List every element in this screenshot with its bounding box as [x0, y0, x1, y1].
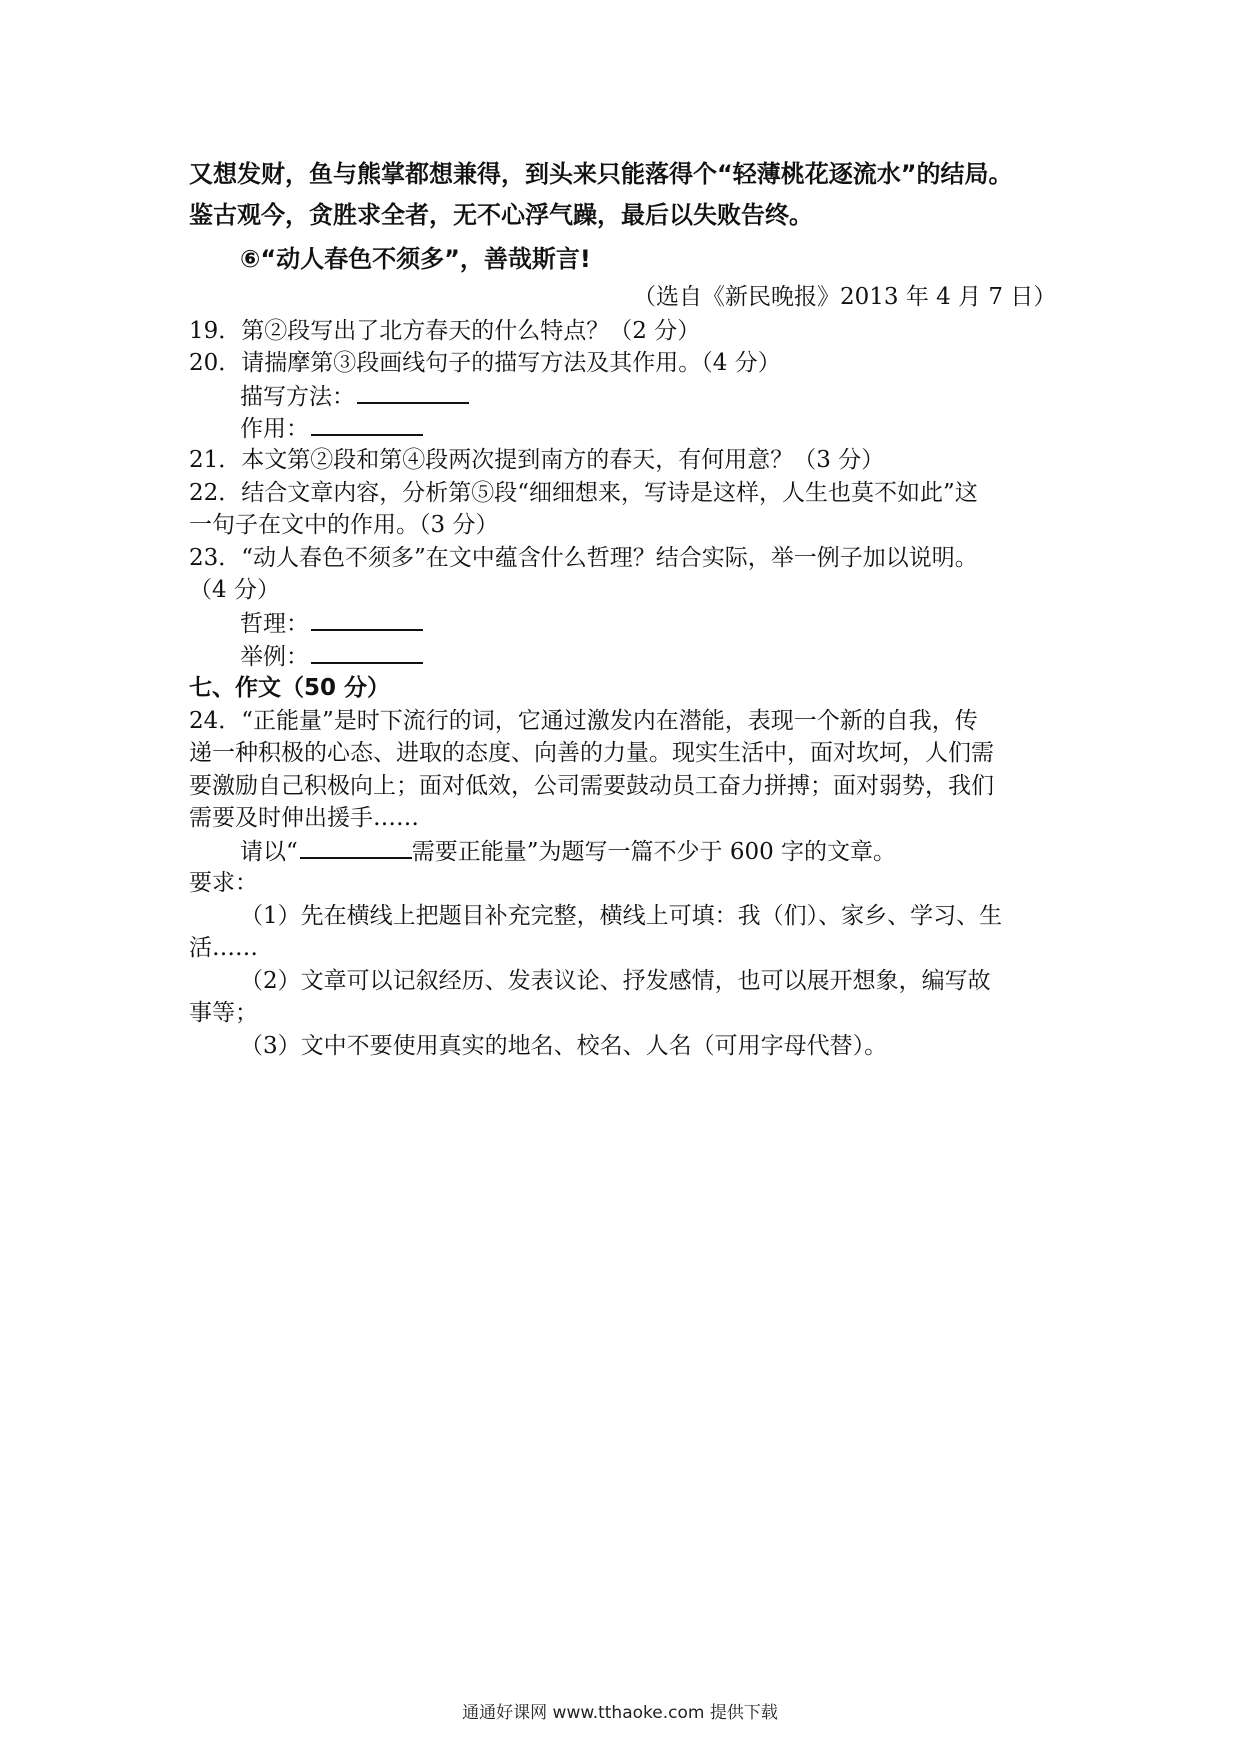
requirement-1-line-1: （1）先在横线上把题目补充完整，横线上可填：我（们）、家乡、学习、生 — [240, 903, 1003, 929]
page-footer: 通通好课网 www.tthaoke.com 提供下载 — [462, 1703, 778, 1723]
question-20-effect — [240, 412, 423, 445]
prompt-prefix: 请以“ — [240, 839, 298, 865]
requirement-2-line-1: （2）文章可以记叙经历、发表议论、抒发感情，也可以展开想象，编写故 — [240, 968, 991, 994]
question-24-line-3: 要激励自己积极向上；面对低效，公司需要鼓动员工奋力拼搏；面对弱势，我们 — [189, 773, 994, 799]
question-24-line-1: 24．“正能量”是时下流行的词，它通过激发内在潜能，表现一个新的自我，传 — [189, 708, 978, 734]
requirement-3: （3）文中不要使用真实的地名、校名、人名（可用字母代替）。 — [240, 1033, 888, 1059]
requirement-1-line-2: 活…… — [189, 935, 258, 961]
example-label: 举例： — [240, 644, 309, 670]
question-23-philosophy — [240, 607, 423, 640]
passage-source: （选自《新民晚报》2013 年 4 月 7 日） — [633, 284, 1057, 310]
question-22-line-1: 22．结合文章内容，分析第⑤段“细细想来，写诗是这样，人生也莫不如此”这 — [189, 480, 978, 506]
essay-prompt — [240, 835, 896, 868]
question-20: 20．请揣摩第③段画线句子的描写方法及其作用。（4 分） — [189, 350, 781, 376]
requirements-label: 要求： — [189, 870, 258, 896]
question-20-method — [240, 380, 469, 413]
effect-answer-blank[interactable] — [311, 412, 423, 436]
essay-heading: 七、作文（50 分） — [189, 675, 391, 701]
question-21: 21．本文第②段和第④段两次提到南方的春天，有何用意？（3 分） — [189, 447, 885, 473]
question-24-line-2: 递一种积极的心态、进取的态度、向善的力量。现实生活中，面对坎坷，人们需 — [189, 740, 994, 766]
method-label: 描写方法： — [240, 384, 355, 410]
philosophy-answer-blank[interactable] — [311, 607, 423, 631]
method-answer-blank[interactable] — [357, 380, 469, 404]
question-24-line-4: 需要及时伸出援手…… — [189, 805, 419, 831]
question-23-line-2: （4 分） — [189, 577, 280, 603]
prompt-suffix: 需要正能量”为题写一篇不少于 600 字的文章。 — [411, 839, 897, 865]
passage-line-1: 又想发财，鱼与熊掌都想兼得，到头来只能落得个“轻薄桃花逐流水”的结局。 — [189, 160, 1013, 188]
question-23-example — [240, 640, 423, 673]
passage-line-2: 鉴古观今，贪胜求全者，无不心浮气躁，最后以失败告终。 — [189, 201, 813, 229]
philosophy-label: 哲理： — [240, 611, 309, 637]
effect-label: 作用： — [240, 416, 309, 442]
example-answer-blank[interactable] — [311, 640, 423, 664]
question-19: 19．第②段写出了北方春天的什么特点？（2 分） — [189, 318, 701, 344]
requirement-2-line-2: 事等； — [189, 1000, 258, 1026]
passage-paragraph-6: ⑥“动人春色不须多”，善哉斯言! — [240, 245, 591, 273]
question-22-line-2: 一句子在文中的作用。（3 分） — [189, 512, 499, 538]
title-blank[interactable] — [300, 835, 412, 859]
question-23-line-1: 23．“动人春色不须多”在文中蕴含什么哲理？结合实际，举一例子加以说明。 — [189, 545, 978, 571]
